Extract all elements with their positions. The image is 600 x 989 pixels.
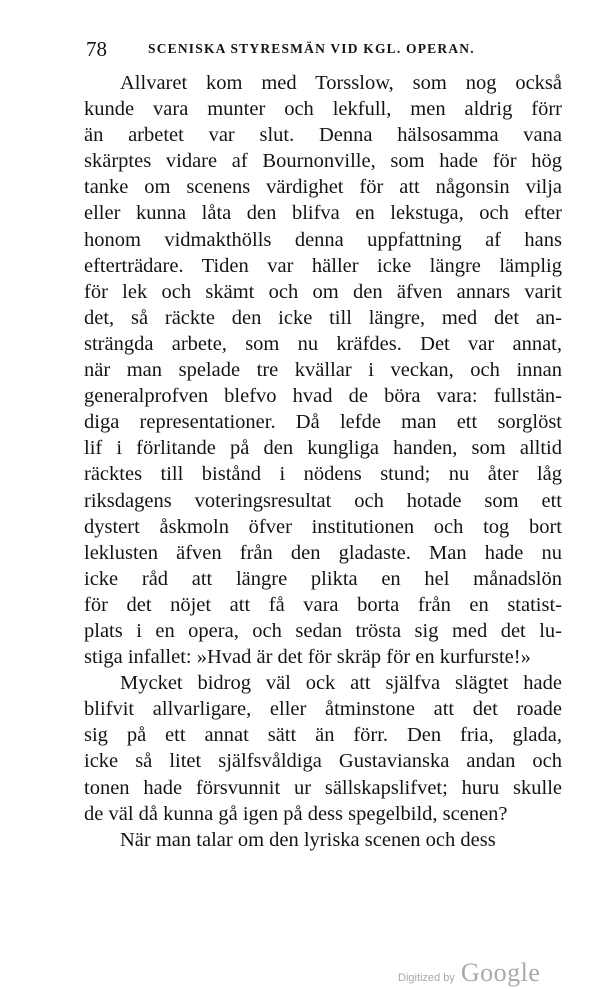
text-line: tonen hade försvunnit ur sällskapslifvet; huru skulle	[84, 776, 562, 799]
text-line: plats i en opera, och sedan trösta sig med det lu-	[84, 619, 562, 642]
text-line: När man talar om den lyriska scenen och dess	[120, 828, 496, 851]
running-head	[86, 36, 560, 62]
running-title: SCENISKA STYRESMÄN VID KGL. OPERAN.	[148, 41, 475, 56]
text-line: blifvit allvarligare, eller åtminstone att det roade	[84, 698, 562, 721]
text-line: för det nöjet att få vara borta från en statist-	[84, 593, 562, 616]
text-line: icke råd att längre plikta en hel månadslön	[84, 567, 562, 590]
google-logo: Google	[460, 958, 541, 987]
digitized-watermark	[398, 958, 540, 988]
body-text	[84, 70, 562, 853]
text-line: tanke om scenens värdighet för att någonsin vilja	[84, 176, 562, 199]
text-line: det, så räckte den icke till längre, med det an-	[84, 306, 562, 329]
text-line: riksdagens voteringsresultat och hotade som ett	[84, 489, 562, 512]
watermark-prefix: Digitized by	[398, 972, 455, 984]
text-line: icke så litet själfsvåldiga Gustavianska andan och	[84, 750, 562, 773]
text-line: diga representationer. Då lefde man ett sorglöst	[84, 411, 562, 434]
text-line: stiga infallet: »Hvad är det för skräp för en kurfurste!»	[84, 646, 531, 669]
text-line: när man spelade tre kvällar i veckan, och innan	[84, 359, 562, 382]
text-line: de väl då kunna gå igen på dess spegelbild, scenen?	[84, 802, 508, 825]
text-line: skärptes vidare af Bournonville, som hade för hög	[84, 150, 562, 173]
text-line: räcktes till bistånd i nödens stund; nu åter låg	[84, 463, 562, 486]
text-line: för lek och skämt och om den äfven annars varit	[84, 280, 562, 303]
text-line: dystert åskmoln öfver institutionen och tog bort	[84, 515, 562, 538]
text-line: leklusten äfven från den gladaste. Man hade nu	[84, 541, 562, 564]
text-line: än arbetet var slut. Denna hälsosamma vana	[84, 124, 562, 147]
text-line: strängda arbete, som nu kräfdes. Det var annat,	[84, 332, 562, 355]
text-line: generalprofven blefvo hvad de böra vara: fullstän-	[84, 385, 562, 408]
text-line: Mycket bidrog väl ock att själfva slägtet hade	[120, 672, 562, 695]
text-line: efterträdare. Tiden var häller icke längre lämplig	[84, 254, 562, 277]
text-line: honom vidmakthölls denna uppfattning af hans	[84, 228, 562, 251]
page-number: 78	[86, 37, 107, 61]
text-line: kunde vara munter och lekfull, men aldrig förr	[84, 98, 562, 121]
text-line: eller kunna låta den blifva en lekstuga, och efter	[84, 202, 562, 225]
text-line: Allvaret kom med Torsslow, som nog också	[120, 72, 562, 94]
text-line: sig på ett annat sätt än förr. Den fria, glada,	[84, 724, 562, 747]
text-line: lif i förlitande på den kungliga handen, som alltid	[84, 437, 562, 460]
